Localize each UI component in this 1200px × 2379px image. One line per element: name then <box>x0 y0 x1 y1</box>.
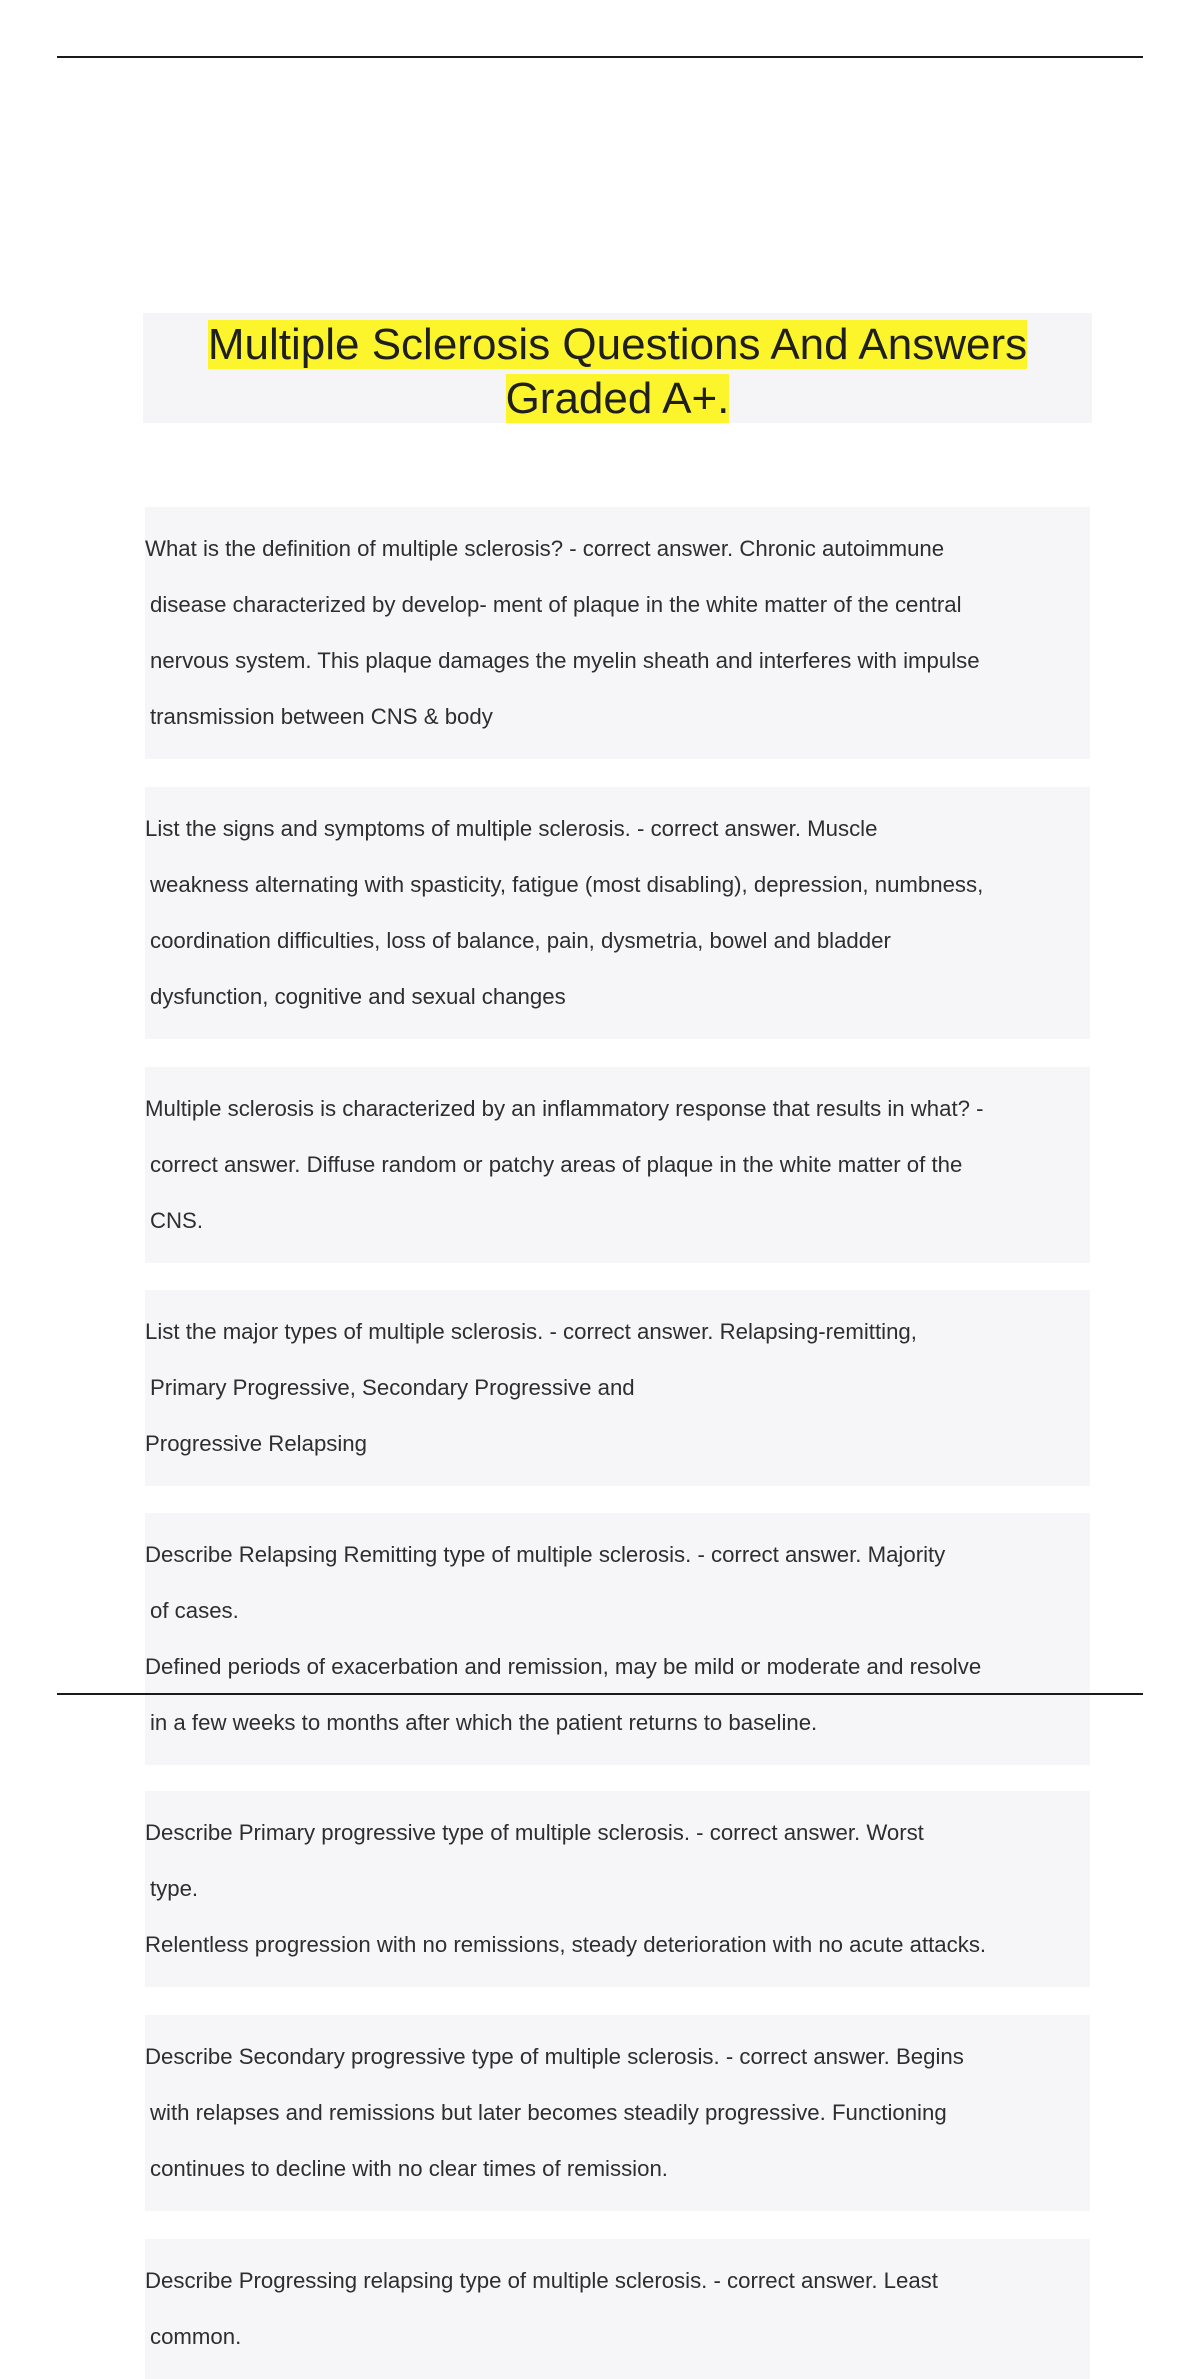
qa-line: disease characterized by develop- ment of plaque in the white matter of the central <box>150 592 962 617</box>
title-block <box>143 313 1092 423</box>
qa-line: Multiple sclerosis is characterized by an inflammatory response that results in what? - <box>145 1096 984 1121</box>
qa-line: weakness alternating with spasticity, fatigue (most disabling), depression, numbness, <box>150 872 984 897</box>
qa-item <box>145 2239 1090 2379</box>
qa-line: continues to decline with no clear times of remission. <box>150 2156 668 2181</box>
qa-line: Describe Primary progressive type of multiple sclerosis. - correct answer. Worst <box>145 1820 924 1845</box>
qa-line: transmission between CNS & body <box>150 704 493 729</box>
qa-item <box>145 1067 1090 1263</box>
qa-item <box>145 1513 1090 1765</box>
qa-line: Progressive Relapsing <box>145 1431 367 1456</box>
qa-line: Relentless progression with no remissions, steady deterioration with no acute attacks. <box>145 1932 987 1957</box>
qa-item <box>145 1791 1090 1987</box>
top-divider <box>57 56 1143 58</box>
qa-item <box>145 2015 1090 2211</box>
qa-line: in a few weeks to months after which the patient returns to baseline. <box>150 1710 818 1735</box>
qa-line: What is the definition of multiple sclerosis? - correct answer. Chronic autoimmune <box>145 536 945 561</box>
qa-line: Describe Secondary progressive type of multiple sclerosis. - correct answer. Begins <box>145 2044 964 2069</box>
qa-line: Primary Progressive, Secondary Progressive and <box>150 1375 635 1400</box>
document-title <box>143 313 1092 426</box>
qa-line: Describe Relapsing Remitting type of multiple sclerosis. - correct answer. Majority <box>145 1542 946 1567</box>
qa-line: type. <box>150 1876 199 1901</box>
qa-item <box>145 507 1090 759</box>
qa-line: dysfunction, cognitive and sexual changes <box>150 984 566 1009</box>
qa-line: with relapses and remissions but later becomes steadily progressive. Functioning <box>150 2100 947 2125</box>
qa-line: List the signs and symptoms of multiple sclerosis. - correct answer. Muscle <box>145 816 878 841</box>
qa-item <box>145 1290 1090 1486</box>
qa-line: common. <box>150 2324 242 2349</box>
qa-line: of cases. <box>150 1598 239 1623</box>
qa-list <box>145 507 1090 2379</box>
qa-line: correct answer. Diffuse random or patchy areas of plaque in the white matter of the <box>150 1152 963 1177</box>
title-line-2: Graded A+. <box>505 374 730 423</box>
qa-line: Defined periods of exacerbation and remission, may be mild or moderate and resolve <box>145 1654 982 1679</box>
qa-item <box>145 787 1090 1039</box>
qa-line: CNS. <box>150 1208 204 1233</box>
title-line-1: Multiple Sclerosis Questions And Answers <box>207 320 1028 369</box>
qa-line: Describe Progressing relapsing type of multiple sclerosis. - correct answer. Least <box>145 2268 938 2293</box>
bottom-divider <box>57 1693 1143 1695</box>
qa-line: coordination difficulties, loss of balance, pain, dysmetria, bowel and bladder <box>150 928 891 953</box>
qa-line: List the major types of multiple sclerosis. - correct answer. Relapsing-remitting, <box>145 1319 917 1344</box>
qa-line: nervous system. This plaque damages the myelin sheath and interferes with impulse <box>150 648 980 673</box>
